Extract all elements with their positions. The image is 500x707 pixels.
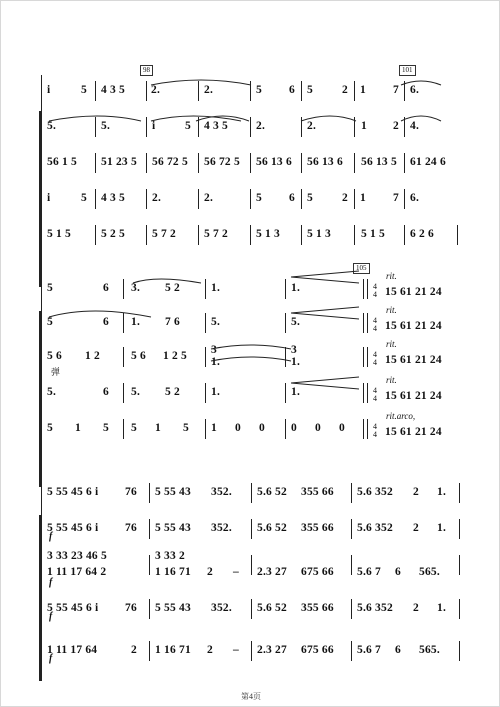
- note-group: 1 16 71: [155, 644, 191, 656]
- note: 2: [393, 120, 399, 132]
- barline: [285, 419, 286, 439]
- barline: [205, 347, 206, 367]
- barline: [123, 313, 124, 333]
- barline: [149, 599, 150, 619]
- barline: [146, 189, 147, 209]
- barline: [198, 117, 199, 137]
- note: 2: [413, 522, 419, 534]
- note: 1: [361, 120, 367, 132]
- barline: [250, 189, 251, 209]
- barline: [250, 81, 251, 101]
- note-group: 76: [125, 486, 137, 498]
- barline: [354, 153, 355, 173]
- note: 2.: [152, 192, 162, 204]
- note-group: 61 24 6: [410, 156, 446, 168]
- barline: [354, 117, 355, 137]
- note-group: 675 66: [301, 566, 334, 578]
- barline: [251, 599, 252, 619]
- barline: [459, 641, 460, 661]
- barline: [205, 383, 206, 403]
- note: 6.: [410, 192, 420, 204]
- note: 7 6: [165, 316, 180, 328]
- note: 1.: [131, 316, 141, 328]
- note: 4 3 5: [204, 120, 228, 132]
- note: 2.: [151, 84, 161, 96]
- note: 1.: [437, 486, 447, 498]
- note-group: 5 7 2: [204, 228, 228, 240]
- time-signature: 4 4: [373, 386, 377, 403]
- note: 2: [207, 566, 213, 578]
- note-group: 5 1 3: [256, 228, 280, 240]
- note-group: 15 61 21 24: [385, 354, 442, 366]
- note-group: 5.6 52: [257, 522, 287, 534]
- note-group: 5 1 3: [307, 228, 331, 240]
- note: 5.: [47, 120, 57, 132]
- note: 1.: [437, 602, 447, 614]
- barline: [459, 599, 460, 619]
- note: 0: [339, 422, 345, 434]
- barline: [251, 555, 252, 575]
- dynamic-forte: f: [49, 531, 53, 542]
- barline: [146, 81, 147, 101]
- note-group: 1 11 17 64: [47, 644, 98, 656]
- note: 5.: [47, 386, 57, 398]
- note-group: 5.6 352: [357, 602, 393, 614]
- barline: [198, 81, 199, 101]
- note: 5: [256, 192, 262, 204]
- note: 5: [47, 282, 53, 294]
- note-group: 565.: [419, 644, 440, 656]
- system-left-barline: [41, 481, 42, 681]
- barline: [123, 347, 124, 367]
- note: 3.: [131, 282, 141, 294]
- note: 1: [75, 422, 81, 434]
- note: 5.: [291, 316, 301, 328]
- note: 7: [393, 84, 399, 96]
- note-group: 5 55 43: [155, 602, 191, 614]
- technique-marking: 弹: [51, 367, 61, 377]
- note: 5: [131, 422, 137, 434]
- double-barline: [367, 383, 368, 403]
- note: 5 2: [165, 282, 180, 294]
- barline: [404, 81, 405, 101]
- note: 6: [103, 316, 109, 328]
- note: 1.: [211, 282, 221, 294]
- note: 0: [315, 422, 321, 434]
- system-brace: [39, 111, 45, 287]
- note-group-lower: 1 16 71: [155, 566, 191, 578]
- barline: [205, 419, 206, 439]
- barline: [285, 279, 286, 299]
- note-group: 2.3 27: [257, 566, 287, 578]
- barline: [251, 641, 252, 661]
- note-group: 5 6: [131, 350, 146, 362]
- note: 1: [211, 422, 217, 434]
- dynamic-forte: f: [49, 577, 53, 588]
- note-group: 2.3 27: [257, 644, 287, 656]
- note-group: 1 2: [85, 350, 100, 362]
- barline: [363, 419, 364, 439]
- barline: [363, 313, 364, 333]
- barline: [198, 225, 199, 245]
- barline: [198, 189, 199, 209]
- barline: [205, 313, 206, 333]
- note-group: 5.6 7: [357, 566, 381, 578]
- note: 5.: [131, 386, 141, 398]
- note: 5: [307, 192, 313, 204]
- note: 5: [47, 316, 53, 328]
- note: 6: [395, 644, 401, 656]
- tempo-rit: rit.: [386, 339, 397, 349]
- barline: [363, 347, 364, 367]
- note-group: 5.6 352: [357, 522, 393, 534]
- note: 6.: [410, 84, 420, 96]
- note-group-upper: 3 33 23 46 5: [47, 550, 107, 562]
- note-group: 565.: [419, 566, 440, 578]
- barline: [250, 117, 251, 137]
- note-group: 352.: [211, 602, 232, 614]
- note-group: 355 66: [301, 486, 334, 498]
- note-group: 675 66: [301, 644, 334, 656]
- note: 1.: [211, 386, 221, 398]
- note-group: 56 72 5: [204, 156, 240, 168]
- note: 5: [183, 422, 189, 434]
- note: 1.: [291, 282, 301, 294]
- barline: [363, 383, 364, 403]
- note: 4.: [410, 120, 420, 132]
- barline: [251, 483, 252, 503]
- tempo-rit: rit.: [386, 305, 397, 315]
- note: 5: [81, 192, 87, 204]
- note: 6: [289, 192, 295, 204]
- barline: [351, 483, 352, 503]
- note-group: 56 1 5: [47, 156, 77, 168]
- barline: [301, 225, 302, 245]
- note-group: 76: [125, 522, 137, 534]
- note: 6: [289, 84, 295, 96]
- barline: [404, 117, 405, 137]
- note: i: [47, 192, 51, 204]
- barline: [457, 225, 458, 245]
- barline: [354, 81, 355, 101]
- note: 5: [307, 84, 313, 96]
- barline: [123, 383, 124, 403]
- barline: [146, 153, 147, 173]
- barline: [123, 279, 124, 299]
- note-group: 5 55 43: [155, 522, 191, 534]
- system-left-barline: [41, 275, 42, 487]
- note-group: 5 1 5: [361, 228, 385, 240]
- note-group: 5 55 45 6 i: [47, 602, 99, 614]
- note: i: [152, 120, 156, 132]
- note: 0: [291, 422, 297, 434]
- note: –: [233, 566, 239, 578]
- note: 6: [103, 386, 109, 398]
- note-group: 5 55 45 6 i: [47, 486, 99, 498]
- barline: [123, 419, 124, 439]
- barline: [146, 117, 147, 137]
- note-group: 352.: [211, 486, 232, 498]
- note: 5: [81, 84, 87, 96]
- note: 2.: [204, 192, 214, 204]
- note: 1.: [437, 522, 447, 534]
- note: 6: [395, 566, 401, 578]
- barline: [404, 189, 405, 209]
- double-barline: [367, 279, 368, 299]
- note-group: 5 2 5: [101, 228, 125, 240]
- note: 6: [103, 282, 109, 294]
- note: 5: [256, 84, 262, 96]
- rehearsal-mark-105: 105: [353, 263, 370, 274]
- dynamic-forte: f: [49, 611, 53, 622]
- barline: [149, 555, 150, 575]
- tempo-rit: rit.: [386, 375, 397, 385]
- note: 5.: [211, 316, 221, 328]
- system-brace: [39, 515, 45, 681]
- time-signature: 4 4: [373, 422, 377, 439]
- barline: [95, 117, 96, 137]
- barline: [285, 383, 286, 403]
- barline: [250, 153, 251, 173]
- note: 4 3 5: [101, 192, 125, 204]
- note-group: 5.6 52: [257, 602, 287, 614]
- note-group: 76: [125, 602, 137, 614]
- note-group-lower: 1 11 17 64 2: [47, 566, 107, 578]
- note: 4 3 5: [101, 84, 125, 96]
- note-group: 5.6 52: [257, 486, 287, 498]
- barline: [301, 81, 302, 101]
- note: 5: [185, 120, 191, 132]
- barline: [205, 279, 206, 299]
- note-group: 56 13 6: [256, 156, 292, 168]
- barline: [149, 641, 150, 661]
- barline: [459, 555, 460, 575]
- note-group: 5 55 43: [155, 486, 191, 498]
- note: 1.: [211, 356, 221, 368]
- barline: [149, 519, 150, 539]
- note-group: 352.: [211, 522, 232, 534]
- note: 0: [259, 422, 265, 434]
- note: 2: [342, 84, 348, 96]
- note: 5 2: [165, 386, 180, 398]
- note: 3: [291, 344, 297, 356]
- note: 2: [131, 644, 137, 656]
- barline: [301, 153, 302, 173]
- note-group: 56 72 5: [152, 156, 188, 168]
- barline: [301, 117, 302, 137]
- barline: [95, 81, 96, 101]
- note-group: 6 2 6: [410, 228, 434, 240]
- barline: [95, 189, 96, 209]
- double-barline: [367, 313, 368, 333]
- dynamic-forte: f: [49, 653, 53, 664]
- barline: [404, 225, 405, 245]
- rehearsal-mark-101: 101: [399, 65, 416, 76]
- note-group: 5 6: [47, 350, 62, 362]
- note: 3: [211, 344, 217, 356]
- barline: [351, 599, 352, 619]
- note: 1.: [291, 356, 301, 368]
- tempo-rit: rit.: [386, 271, 397, 281]
- note-group: 355 66: [301, 522, 334, 534]
- barline: [146, 225, 147, 245]
- note: 2.: [256, 120, 266, 132]
- note-group: 1 2 5: [163, 350, 187, 362]
- note-group: 5.6 352: [357, 486, 393, 498]
- barline: [459, 519, 460, 539]
- note-group: 5.6 7: [357, 644, 381, 656]
- note-group: 5 55 45 6 i: [47, 522, 99, 534]
- time-signature: 4 4: [373, 282, 377, 299]
- note: 7: [393, 192, 399, 204]
- note: 0: [235, 422, 241, 434]
- note-group: 5 1 5: [47, 228, 71, 240]
- barline: [198, 153, 199, 173]
- note: 1: [360, 192, 366, 204]
- note-group: 355 66: [301, 602, 334, 614]
- barline: [301, 189, 302, 209]
- note: 2.: [307, 120, 317, 132]
- time-signature: 4 4: [373, 316, 377, 333]
- note-group-upper: 3 33 2: [155, 550, 185, 562]
- barline: [351, 641, 352, 661]
- note: 1: [360, 84, 366, 96]
- barline: [354, 225, 355, 245]
- note-group: 15 61 21 24: [385, 286, 442, 298]
- note-group: 15 61 21 24: [385, 320, 442, 332]
- barline: [285, 347, 286, 367]
- barline: [351, 519, 352, 539]
- double-barline: [367, 419, 368, 439]
- note: 2.: [204, 84, 214, 96]
- note: 1.: [291, 386, 301, 398]
- barline: [95, 225, 96, 245]
- barline: [363, 279, 364, 299]
- note-group: 51 23 5: [101, 156, 137, 168]
- note: 2: [342, 192, 348, 204]
- note-group: 15 61 21 24: [385, 426, 442, 438]
- barline: [251, 519, 252, 539]
- barline: [149, 483, 150, 503]
- note: 2: [413, 486, 419, 498]
- system-brace: [39, 311, 45, 487]
- barline: [351, 555, 352, 575]
- tempo-rit-arco: rit.arco,: [386, 411, 416, 421]
- time-signature: 4 4: [373, 350, 377, 367]
- barline: [459, 483, 460, 503]
- note: i: [47, 84, 51, 96]
- note-group: 56 13 5: [361, 156, 397, 168]
- note-group: 15 61 21 24: [385, 390, 442, 402]
- note: 5: [47, 422, 53, 434]
- rehearsal-mark-98: 98: [140, 65, 153, 76]
- note-group: 5 7 2: [152, 228, 176, 240]
- note: 5.: [101, 120, 111, 132]
- system-left-barline: [41, 75, 42, 287]
- note: 2: [413, 602, 419, 614]
- barline: [354, 189, 355, 209]
- barline: [95, 153, 96, 173]
- barline: [250, 225, 251, 245]
- note: 5: [103, 422, 109, 434]
- barline: [285, 313, 286, 333]
- note-group: 56 13 6: [307, 156, 343, 168]
- note: –: [233, 644, 239, 656]
- barline: [404, 153, 405, 173]
- page-number: 第4页: [241, 692, 261, 701]
- note: 2: [207, 644, 213, 656]
- double-barline: [367, 347, 368, 367]
- note: 1: [155, 422, 161, 434]
